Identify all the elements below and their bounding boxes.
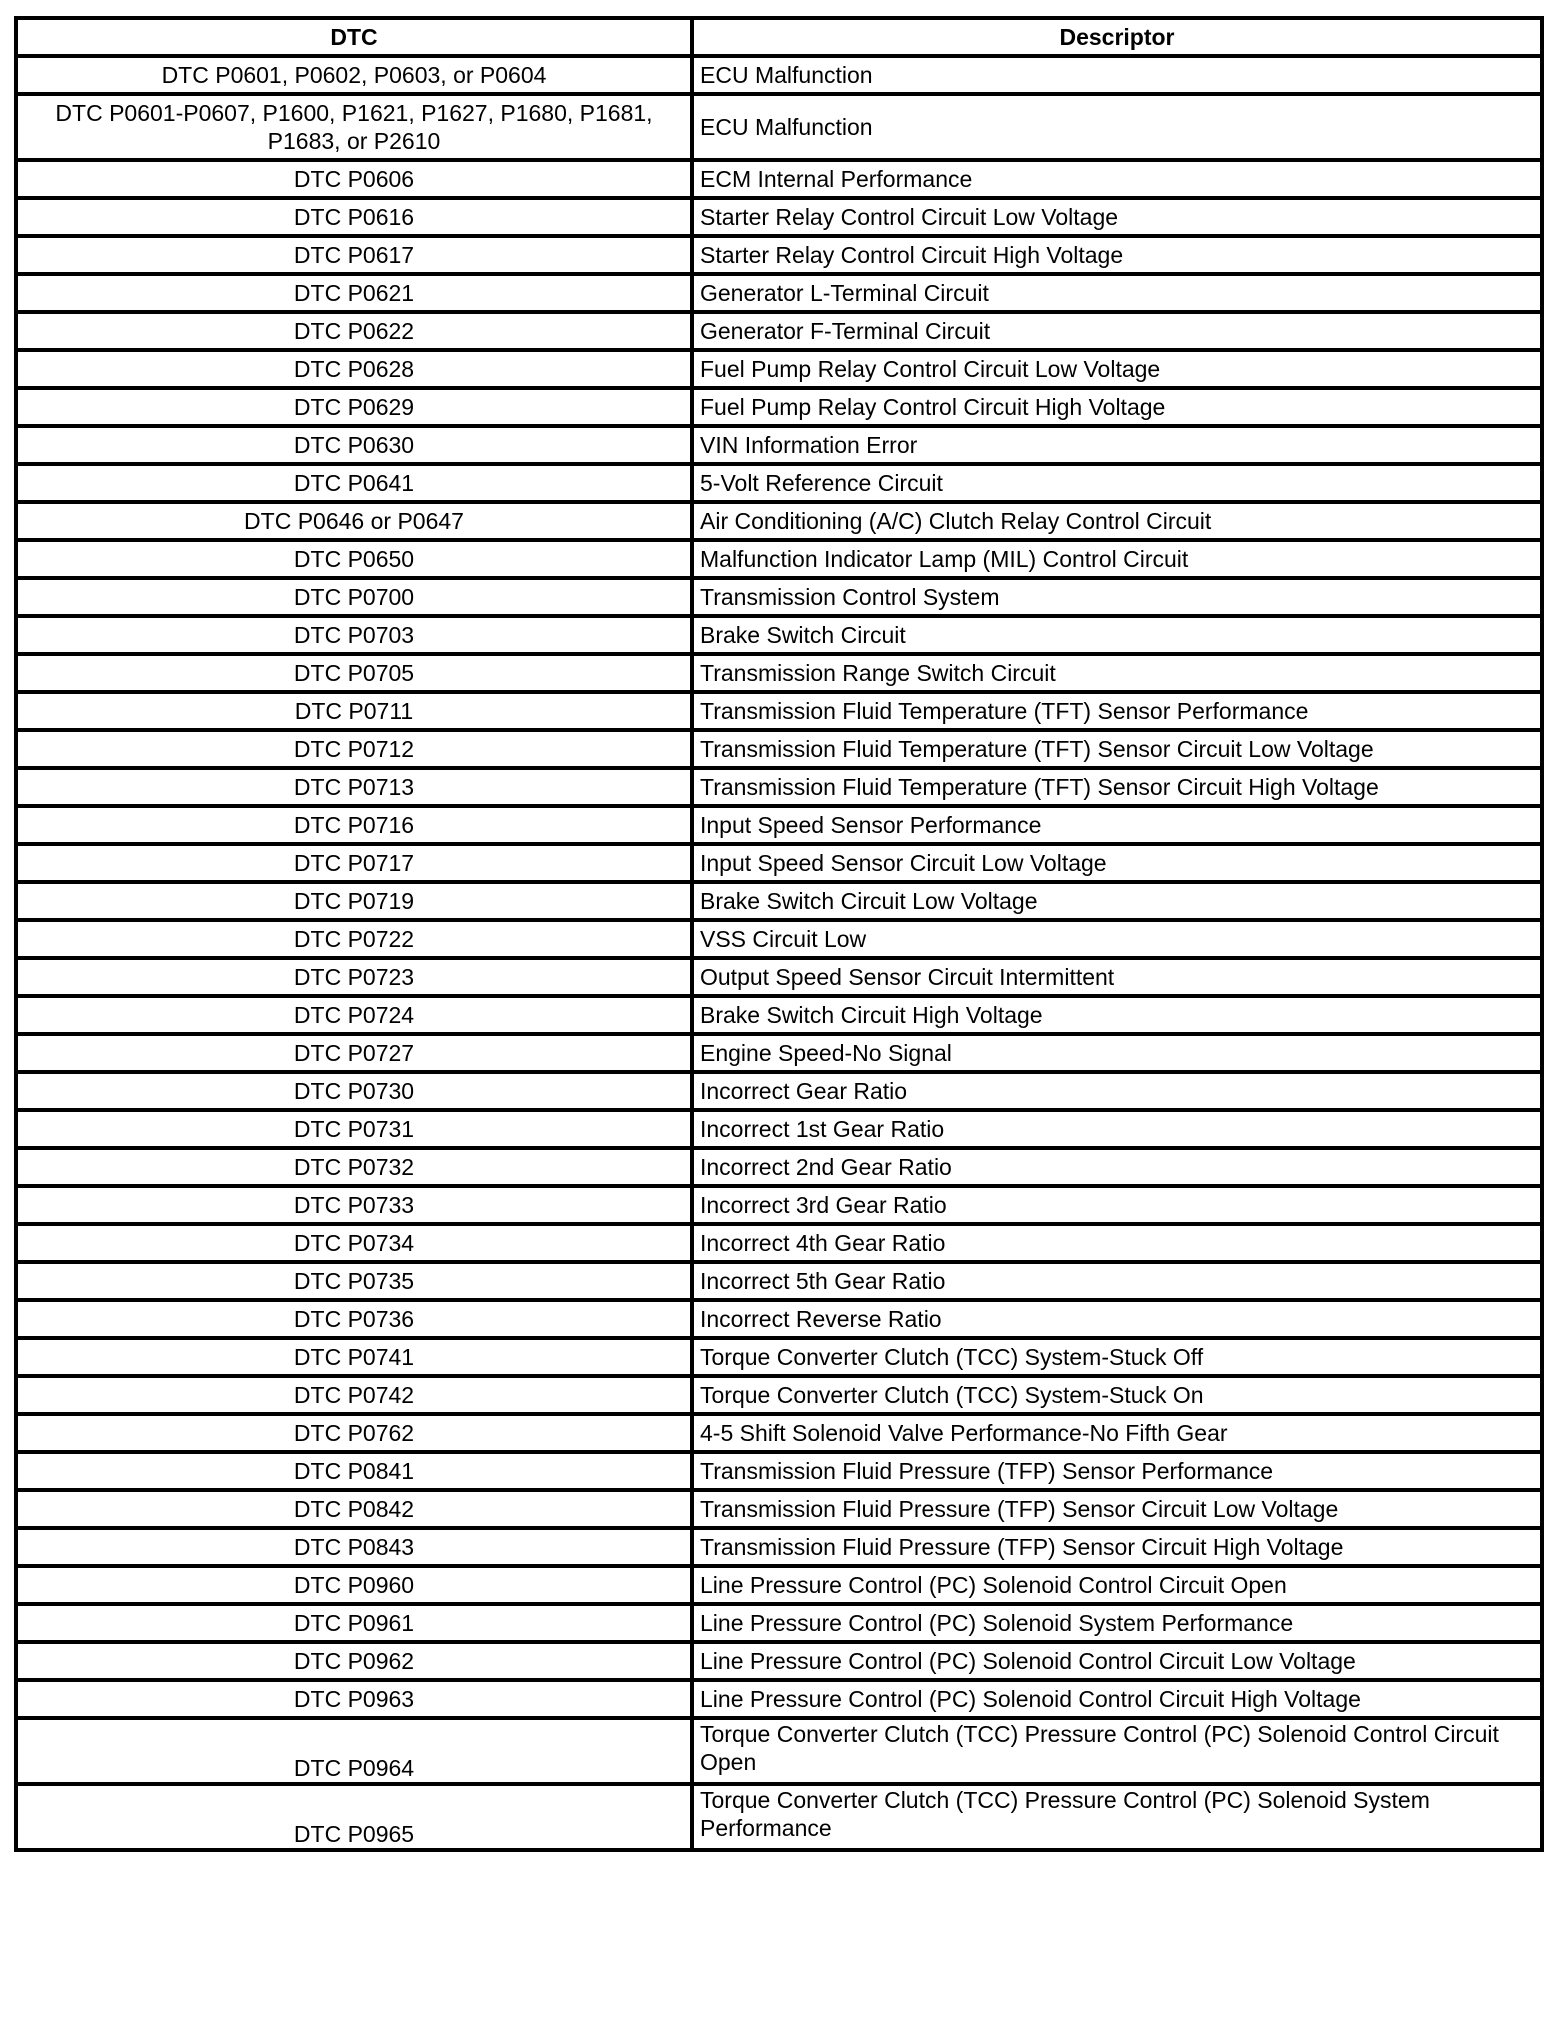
table-row [16, 426, 1542, 464]
descriptor-cell: ECU Malfunction [692, 94, 1542, 160]
dtc-code-cell: DTC P0735 [16, 1262, 692, 1300]
descriptor-cell: Transmission Fluid Pressure (TFP) Sensor Performance [692, 1452, 1542, 1490]
table-row [16, 616, 1542, 654]
dtc-code-cell: DTC P0617 [16, 236, 692, 274]
table-row [16, 692, 1542, 730]
table-row [16, 350, 1542, 388]
dtc-code-cell: DTC P0601, P0602, P0603, or P0604 [16, 56, 692, 94]
descriptor-cell: ECU Malfunction [692, 56, 1542, 94]
table-row [16, 730, 1542, 768]
dtc-code-cell: DTC P0606 [16, 160, 692, 198]
table-row [16, 958, 1542, 996]
descriptor-cell: Fuel Pump Relay Control Circuit High Voltage [692, 388, 1542, 426]
dtc-code-cell: DTC P0961 [16, 1604, 692, 1642]
table-row [16, 388, 1542, 426]
table-row [16, 1186, 1542, 1224]
dtc-code-cell: DTC P0717 [16, 844, 692, 882]
table-row [16, 1148, 1542, 1186]
descriptor-cell: 4-5 Shift Solenoid Valve Performance-No Fifth Gear [692, 1414, 1542, 1452]
table-row [16, 882, 1542, 920]
descriptor-cell: Fuel Pump Relay Control Circuit Low Voltage [692, 350, 1542, 388]
table-row [16, 1300, 1542, 1338]
dtc-code-cell: DTC P0601-P0607, P1600, P1621, P1627, P1680, P1681, P1683, or P2610 [16, 94, 692, 160]
dtc-code-cell: DTC P0841 [16, 1452, 692, 1490]
table-row [16, 198, 1542, 236]
table-body [16, 56, 1542, 1850]
descriptor-cell: Transmission Fluid Pressure (TFP) Sensor Circuit High Voltage [692, 1528, 1542, 1566]
dtc-code-cell: DTC P0724 [16, 996, 692, 1034]
table-row [16, 502, 1542, 540]
descriptor-cell: Torque Converter Clutch (TCC) System-Stuck On [692, 1376, 1542, 1414]
descriptor-cell: Torque Converter Clutch (TCC) Pressure Control (PC) Solenoid System Performance [692, 1784, 1542, 1850]
descriptor-cell: ECM Internal Performance [692, 160, 1542, 198]
descriptor-cell: Incorrect 1st Gear Ratio [692, 1110, 1542, 1148]
table-row [16, 94, 1542, 160]
descriptor-cell: Transmission Fluid Temperature (TFT) Sensor Performance [692, 692, 1542, 730]
table-row [16, 312, 1542, 350]
descriptor-cell: Incorrect 3rd Gear Ratio [692, 1186, 1542, 1224]
dtc-code-cell: DTC P0650 [16, 540, 692, 578]
descriptor-cell: Transmission Fluid Temperature (TFT) Sensor Circuit Low Voltage [692, 730, 1542, 768]
dtc-code-cell: DTC P0742 [16, 1376, 692, 1414]
dtc-code-cell: DTC P0964 [16, 1718, 692, 1784]
dtc-code-cell: DTC P0722 [16, 920, 692, 958]
descriptor-cell: Brake Switch Circuit [692, 616, 1542, 654]
descriptor-cell: Transmission Control System [692, 578, 1542, 616]
descriptor-cell: Generator F-Terminal Circuit [692, 312, 1542, 350]
dtc-code-cell: DTC P0628 [16, 350, 692, 388]
table-row [16, 1338, 1542, 1376]
table-row [16, 160, 1542, 198]
descriptor-cell: Output Speed Sensor Circuit Intermittent [692, 958, 1542, 996]
dtc-code-cell: DTC P0732 [16, 1148, 692, 1186]
dtc-code-cell: DTC P0719 [16, 882, 692, 920]
column-header-descriptor: Descriptor [692, 18, 1542, 56]
dtc-code-cell: DTC P0705 [16, 654, 692, 692]
dtc-code-cell: DTC P0733 [16, 1186, 692, 1224]
dtc-code-cell: DTC P0622 [16, 312, 692, 350]
table-row [16, 1718, 1542, 1784]
dtc-code-cell: DTC P0712 [16, 730, 692, 768]
header-row [16, 18, 1542, 56]
table-row [16, 1604, 1542, 1642]
dtc-code-cell: DTC P0734 [16, 1224, 692, 1262]
descriptor-cell: Line Pressure Control (PC) Solenoid Control Circuit High Voltage [692, 1680, 1542, 1718]
descriptor-cell: Transmission Range Switch Circuit [692, 654, 1542, 692]
descriptor-cell: Incorrect Gear Ratio [692, 1072, 1542, 1110]
dtc-code-cell: DTC P0736 [16, 1300, 692, 1338]
dtc-descriptor-table [14, 16, 1544, 1852]
table-row [16, 274, 1542, 312]
table-row [16, 1528, 1542, 1566]
table-row [16, 1376, 1542, 1414]
table-row [16, 920, 1542, 958]
table-row [16, 844, 1542, 882]
descriptor-cell: Input Speed Sensor Circuit Low Voltage [692, 844, 1542, 882]
dtc-code-cell: DTC P0843 [16, 1528, 692, 1566]
dtc-code-cell: DTC P0629 [16, 388, 692, 426]
descriptor-cell: Torque Converter Clutch (TCC) Pressure Control (PC) Solenoid Control Circuit Open [692, 1718, 1542, 1784]
table-row [16, 1642, 1542, 1680]
table-row [16, 806, 1542, 844]
dtc-code-cell: DTC P0727 [16, 1034, 692, 1072]
dtc-code-cell: DTC P0630 [16, 426, 692, 464]
table-row [16, 540, 1542, 578]
dtc-code-cell: DTC P0621 [16, 274, 692, 312]
descriptor-cell: Brake Switch Circuit Low Voltage [692, 882, 1542, 920]
descriptor-cell: Transmission Fluid Temperature (TFT) Sensor Circuit High Voltage [692, 768, 1542, 806]
dtc-code-cell: DTC P0700 [16, 578, 692, 616]
dtc-code-cell: DTC P0716 [16, 806, 692, 844]
dtc-code-cell: DTC P0730 [16, 1072, 692, 1110]
descriptor-cell: Incorrect Reverse Ratio [692, 1300, 1542, 1338]
table-row [16, 768, 1542, 806]
descriptor-cell: VIN Information Error [692, 426, 1542, 464]
table-row [16, 1566, 1542, 1604]
dtc-code-cell: DTC P0711 [16, 692, 692, 730]
descriptor-cell: Input Speed Sensor Performance [692, 806, 1542, 844]
descriptor-cell: Incorrect 5th Gear Ratio [692, 1262, 1542, 1300]
descriptor-cell: Malfunction Indicator Lamp (MIL) Control Circuit [692, 540, 1542, 578]
dtc-code-cell: DTC P0723 [16, 958, 692, 996]
descriptor-cell: Brake Switch Circuit High Voltage [692, 996, 1542, 1034]
table-row [16, 56, 1542, 94]
dtc-code-cell: DTC P0616 [16, 198, 692, 236]
descriptor-cell: 5-Volt Reference Circuit [692, 464, 1542, 502]
table-row [16, 1034, 1542, 1072]
dtc-code-cell: DTC P0965 [16, 1784, 692, 1850]
descriptor-cell: Air Conditioning (A/C) Clutch Relay Control Circuit [692, 502, 1542, 540]
descriptor-cell: VSS Circuit Low [692, 920, 1542, 958]
dtc-code-cell: DTC P0960 [16, 1566, 692, 1604]
table-row [16, 1072, 1542, 1110]
dtc-code-cell: DTC P0731 [16, 1110, 692, 1148]
table-row [16, 1414, 1542, 1452]
table-row [16, 236, 1542, 274]
table-row [16, 1784, 1542, 1850]
table-row [16, 464, 1542, 502]
descriptor-cell: Starter Relay Control Circuit Low Voltage [692, 198, 1542, 236]
table-row [16, 1452, 1542, 1490]
dtc-code-cell: DTC P0962 [16, 1642, 692, 1680]
descriptor-cell: Starter Relay Control Circuit High Voltage [692, 236, 1542, 274]
descriptor-cell: Line Pressure Control (PC) Solenoid System Performance [692, 1604, 1542, 1642]
dtc-code-cell: DTC P0963 [16, 1680, 692, 1718]
table-row [16, 1680, 1542, 1718]
table-row [16, 1262, 1542, 1300]
column-header-dtc: DTC [16, 18, 692, 56]
table-row [16, 1490, 1542, 1528]
descriptor-cell: Line Pressure Control (PC) Solenoid Control Circuit Open [692, 1566, 1542, 1604]
table-row [16, 1224, 1542, 1262]
descriptor-cell: Generator L-Terminal Circuit [692, 274, 1542, 312]
dtc-code-cell: DTC P0713 [16, 768, 692, 806]
descriptor-cell: Incorrect 4th Gear Ratio [692, 1224, 1542, 1262]
table-row [16, 578, 1542, 616]
descriptor-cell: Line Pressure Control (PC) Solenoid Control Circuit Low Voltage [692, 1642, 1542, 1680]
dtc-code-cell: DTC P0741 [16, 1338, 692, 1376]
table-row [16, 1110, 1542, 1148]
descriptor-cell: Incorrect 2nd Gear Ratio [692, 1148, 1542, 1186]
dtc-code-cell: DTC P0641 [16, 464, 692, 502]
dtc-code-cell: DTC P0762 [16, 1414, 692, 1452]
descriptor-cell: Transmission Fluid Pressure (TFP) Sensor Circuit Low Voltage [692, 1490, 1542, 1528]
descriptor-cell: Engine Speed-No Signal [692, 1034, 1542, 1072]
descriptor-cell: Torque Converter Clutch (TCC) System-Stuck Off [692, 1338, 1542, 1376]
table-row [16, 654, 1542, 692]
table-row [16, 996, 1542, 1034]
dtc-code-cell: DTC P0703 [16, 616, 692, 654]
dtc-code-cell: DTC P0842 [16, 1490, 692, 1528]
dtc-code-cell: DTC P0646 or P0647 [16, 502, 692, 540]
